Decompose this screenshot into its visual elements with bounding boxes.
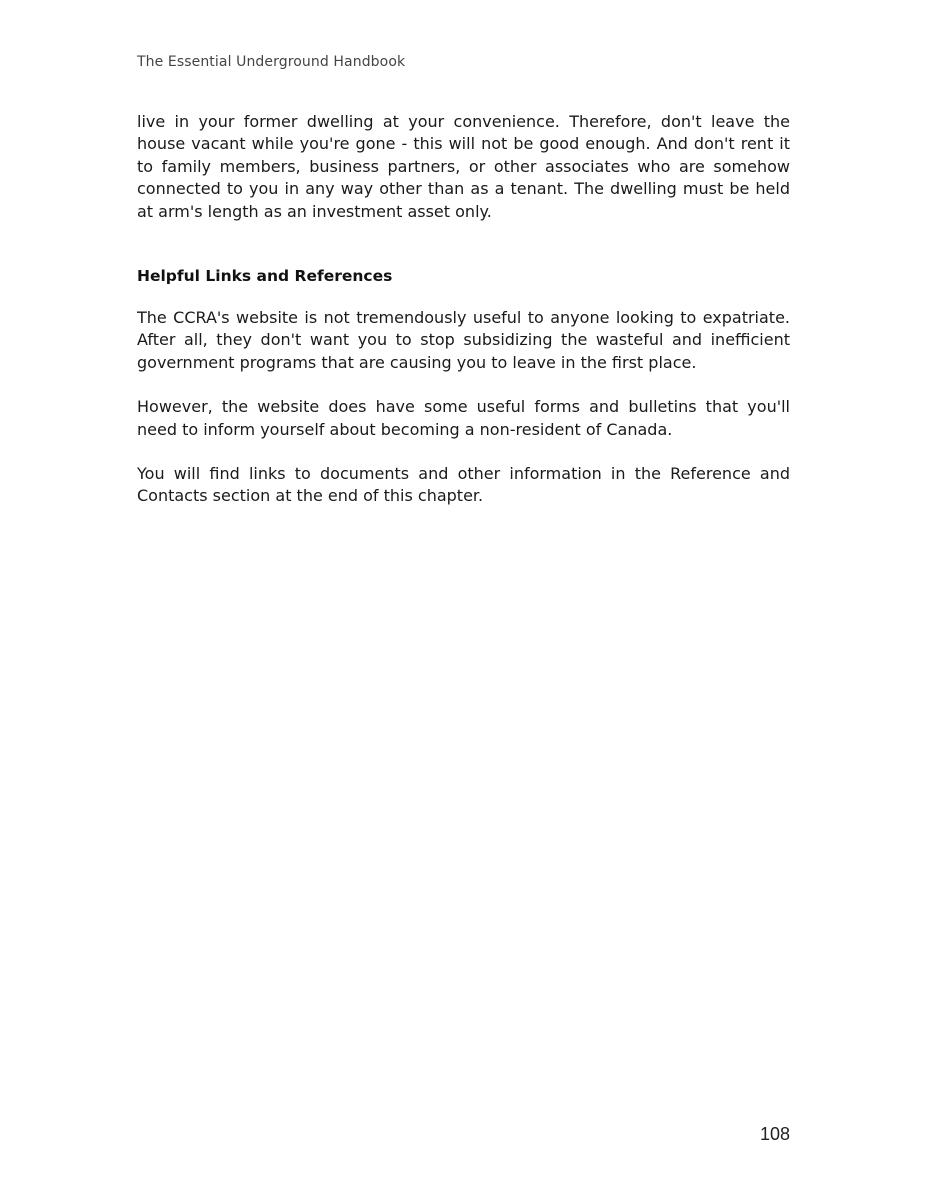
paragraph-1: live in your former dwelling at your convenience. Therefore, don't leave the house vacant while you're gone - this will not be good enough. And don't rent it to family members, business partners, or other associates who are somehow connected to you in any way other than as a tenant. The dwelling must be held at arm's length as an investment asset only. — [137, 112, 790, 221]
paragraph-4: You will find links to documents and other information in the Reference and Contacts section at the end of this chapter. — [137, 464, 790, 506]
section-heading: Helpful Links and References — [137, 267, 393, 286]
running-header: The Essential Underground Handbook — [137, 54, 406, 70]
paragraph-2: The CCRA's website is not tremendously useful to anyone looking to expatriate. After all, they don't want you to stop subsidizing the wasteful and inefficient government programs that are causing you to leave in the first place. — [137, 308, 790, 372]
spacer — [137, 223, 790, 265]
page-number: 108 — [759, 1124, 790, 1144]
spacer — [137, 287, 790, 307]
paragraph-3: However, the website does have some useful forms and bulletins that you'll need to inform yourself about becoming a non-resident of Canada. — [137, 397, 790, 439]
page-content — [137, 111, 790, 508]
spacer — [137, 374, 790, 396]
spacer — [137, 441, 790, 463]
